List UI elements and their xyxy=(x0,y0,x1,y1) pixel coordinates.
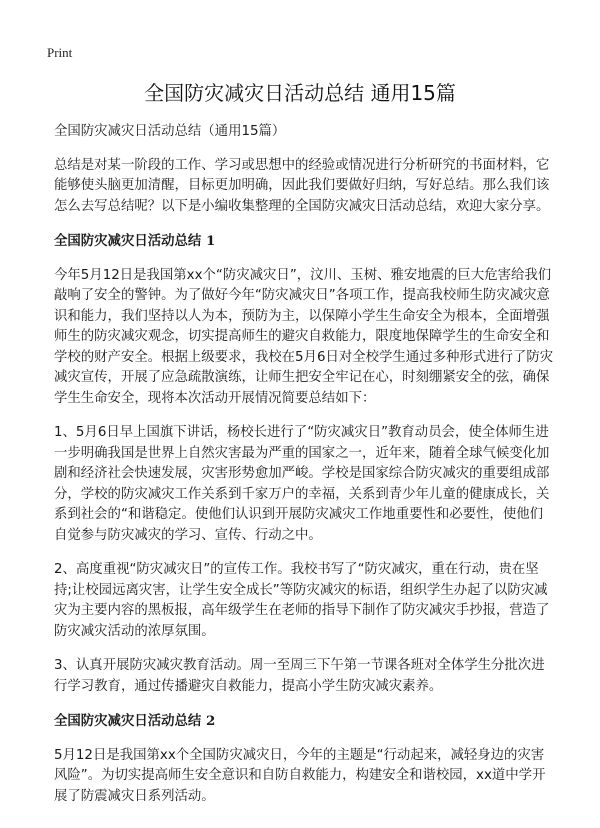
document-body xyxy=(54,122,554,821)
print-link[interactable]: Print xyxy=(47,45,73,60)
document-title: 全国防灾减灾日活动总结 通用15篇 xyxy=(144,81,456,105)
section-1-paragraph-4: 3、认真开展防灾减灾教育活动。周一至周三下午第一节课各班对全体学生分批次进行学习教育，通过传播避灾自救能力，提高小学生防灾减灾素养。 xyxy=(54,658,545,694)
section-1-paragraph-2: 1、5月6日早上国旗下讲话，杨校长进行了“防灾减灾日”教育动员会，使全体师生进一步明确我国是世界上自然灾害最为严重的国家之一，近年来，随着全球气候变化加剧和经济社会快速发展，灾害形势愈加严峻。学校是国家综合防灾减灾的重要组成部分，学校的防灾减灾工作关系到千家万户的幸福，关系到青少年儿童的健康成长，关系到社会的“和谐稳定。使他们认识到开展防灾减灾工作地重要性和必要性，使他们自觉参与防灾减灾的学习、宣传、行动之中。 xyxy=(54,425,550,543)
section-2-paragraph-1: 5月12日是我国第xx个全国防灾减灾日，今年的主题是“行动起来，减轻身边的灾害风险”。为切实提高师生安全意识和自防自救能力，构建安全和谐校园，xx道中学开展了防震减灾日系列活动。 xyxy=(54,747,546,804)
section-heading-1: 全国防灾减灾日活动总结 1 xyxy=(54,233,216,249)
section-1-paragraph-1: 今年5月12日是我国第xx个“防灾减灾日”，汶川、玉树、雅安地震的巨大危害给我们敲响了安全的警钟。为了做好今年“防灾减灾日”各项工作，提高我校师生防灾减灾意识和能力，我们坚持以人为本，预防为主，以保障小学生生命安全为根本，全面增强师生的防灾减灾观念，切实提高师生的避灾自救能力，限度地保障学生的生命安全和学校的财产安全。根据上级要求，我校在5月6日对全校学生通过多种形式进行了防灾减灾宣传，开展了应急疏散演练，让师生把安全牢记在心，时刻绷紧安全的弦，确保学生生命安全，现将本次活动开展情况简要总结如下： xyxy=(54,267,554,406)
section-1-paragraph-3: 2、高度重视“防灾减灾日”的宣传工作。我校书写了“防灾减灾，重在行动，贵在坚持;让校园远离灾害，让学生安全成长”等防灾减灾的标语，组织学生办起了以防灾减灾为主要内容的黑板报，高年级学生在老师的指导下制作了防灾减灾手抄报，营造了防灾减灾活动的浓厚氛围。 xyxy=(54,562,550,639)
section-heading-2: 全国防灾减灾日活动总结 2 xyxy=(54,713,216,729)
document-subtitle: 全国防灾减灾日活动总结（通用15篇） xyxy=(54,124,286,139)
intro-paragraph: 总结是对某一阶段的工作、学习或思想中的经验或情况进行分析研究的书面材料，它能够使头脑更加清醒，目标更加明确，因此我们要做好归纳，写好总结。那么我们该怎么去写总结呢？以下是小编收集整理的全国防灾减灾日活动总结，欢迎大家分享。 xyxy=(54,157,550,214)
